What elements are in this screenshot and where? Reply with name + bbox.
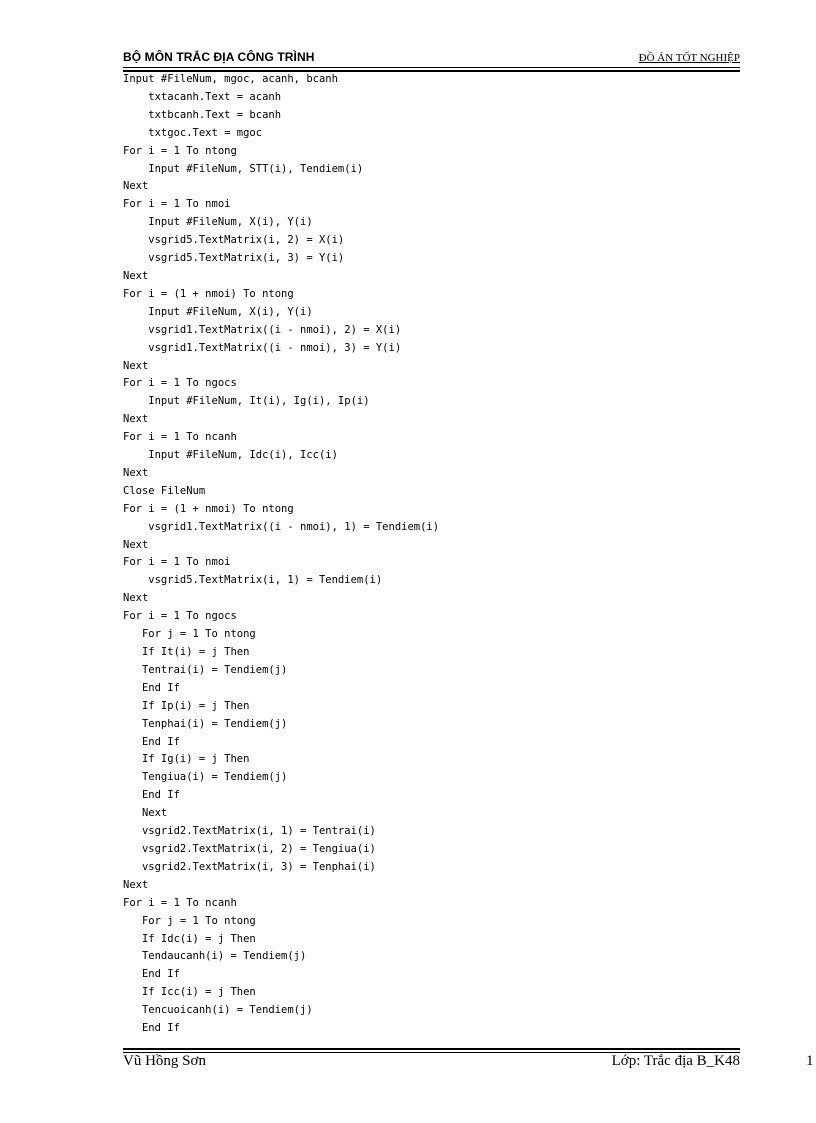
code-line: For i = 1 To nmoi — [123, 198, 231, 211]
code-line: vsgrid2.TextMatrix(i, 2) = Tengiua(i) — [123, 842, 376, 855]
code-line: Input #FileNum, X(i), Y(i) — [123, 216, 313, 229]
code-line: Tencuoicanh(i) = Tendiem(j) — [123, 1004, 313, 1017]
code-line: If Ig(i) = j Then — [123, 753, 250, 766]
code-line: For j = 1 To ntong — [123, 628, 256, 641]
code-line: vsgrid1.TextMatrix((i - nmoi), 1) = Tendiem(i) — [123, 520, 440, 533]
code-line: Tengiua(i) = Tendiem(j) — [123, 771, 288, 784]
code-line: Input #FileNum, Idc(i), Icc(i) — [123, 449, 338, 462]
code-line: For i = 1 To ncanh — [123, 431, 237, 444]
code-line: For i = 1 To ngocs — [123, 610, 237, 623]
code-line: Input #FileNum, STT(i), Tendiem(i) — [123, 162, 364, 175]
code-line: vsgrid5.TextMatrix(i, 3) = Y(i) — [123, 252, 345, 265]
code-line: txtbcanh.Text = bcanh — [123, 108, 282, 121]
code-line: Next — [123, 807, 168, 820]
code-line: vsgrid2.TextMatrix(i, 1) = Tentrai(i) — [123, 825, 376, 838]
code-line: Tenphai(i) = Tendiem(j) — [123, 717, 288, 730]
code-line: vsgrid1.TextMatrix((i - nmoi), 2) = X(i) — [123, 323, 402, 336]
code-line: End If — [123, 735, 180, 748]
code-line: If Idc(i) = j Then — [123, 932, 256, 945]
code-line: vsgrid1.TextMatrix((i - nmoi), 3) = Y(i) — [123, 341, 402, 354]
footer-class: Lớp: Trắc địa B_K48 — [611, 1053, 740, 1069]
code-line: For j = 1 To ntong — [123, 914, 256, 927]
code-listing — [123, 71, 439, 1038]
code-line: Close FileNum — [123, 484, 206, 497]
code-line: vsgrid5.TextMatrix(i, 2) = X(i) — [123, 234, 345, 247]
code-line: For i = 1 To nmoi — [123, 556, 231, 569]
footer-rule-thick — [123, 1048, 740, 1050]
page-number: 1 — [806, 1053, 814, 1069]
code-line: For i = 1 To ntong — [123, 144, 237, 157]
header-rule-thin — [123, 67, 740, 68]
code-line: End If — [123, 681, 180, 694]
code-line: If It(i) = j Then — [123, 646, 250, 658]
code-line: Input #FileNum, X(i), Y(i) — [123, 305, 313, 318]
code-line: Next — [123, 180, 149, 193]
code-line: For i = (1 + nmoi) To ntong — [123, 287, 294, 300]
code-line: If Ip(i) = j Then — [123, 699, 250, 712]
code-line: Tentrai(i) = Tendiem(j) — [123, 663, 288, 676]
code-line: For i = 1 To ngocs — [123, 377, 237, 390]
header-document-type: ĐỒ ÁN TỐT NGHIỆP — [638, 52, 740, 64]
footer-author: Vũ Hồng Sơn — [123, 1053, 206, 1069]
code-line: Next — [123, 878, 149, 891]
code-line: Next — [123, 538, 149, 551]
code-line: Tendaucanh(i) = Tendiem(j) — [123, 950, 307, 963]
code-line: End If — [123, 968, 180, 981]
code-line: Input #FileNum, mgoc, acanh, bcanh — [123, 73, 338, 85]
code-line: Next — [123, 269, 149, 282]
code-line: End If — [123, 789, 180, 802]
code-line: txtacanh.Text = acanh — [123, 90, 282, 103]
code-line: For i = 1 To ncanh — [123, 896, 237, 909]
header-department: BỘ MÔN TRẮC ĐỊA CÔNG TRÌNH — [123, 50, 315, 64]
code-line: End If — [123, 1022, 180, 1035]
code-line: txtgoc.Text = mgoc — [123, 126, 263, 139]
code-line: If Icc(i) = j Then — [123, 986, 256, 999]
code-line: Input #FileNum, It(i), Ig(i), Ip(i) — [123, 395, 370, 408]
code-line: vsgrid5.TextMatrix(i, 1) = Tendiem(i) — [123, 574, 383, 587]
code-line: For i = (1 + nmoi) To ntong — [123, 502, 294, 515]
code-line: vsgrid2.TextMatrix(i, 3) = Tenphai(i) — [123, 860, 376, 873]
code-line: Next — [123, 413, 149, 426]
code-line: Next — [123, 466, 149, 479]
code-line: Next — [123, 592, 149, 605]
code-line: Next — [123, 359, 149, 372]
